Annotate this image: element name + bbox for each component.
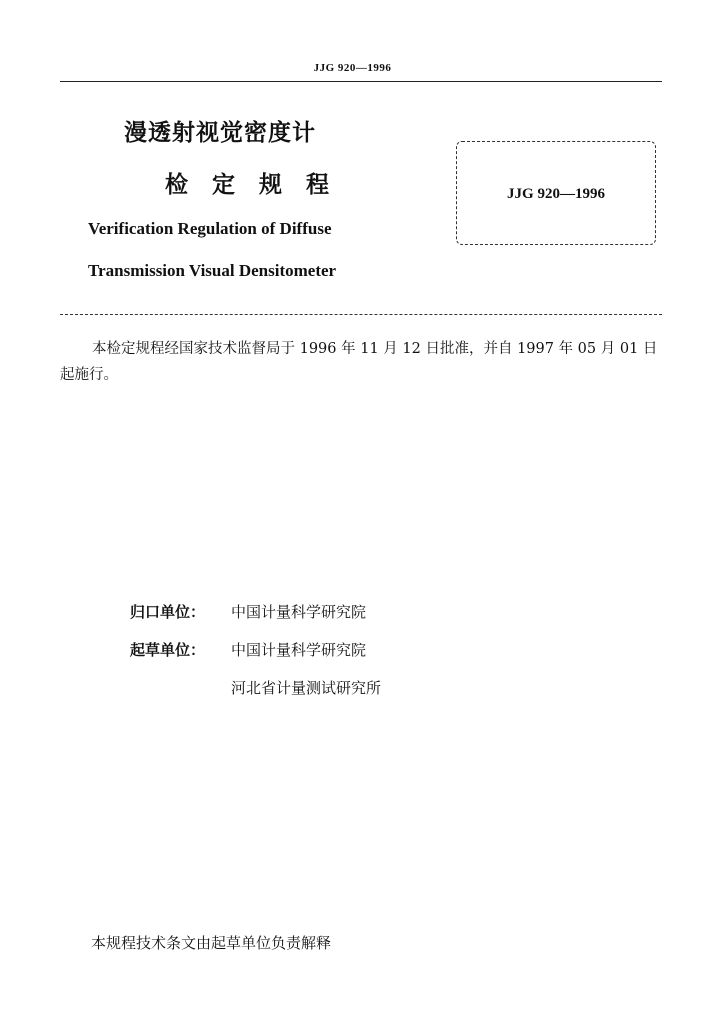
- subtitle-chinese: 检 定 规 程: [165, 172, 338, 198]
- footer-note: 本规程技术条文由起草单位负责解释: [91, 934, 332, 952]
- responsible-unit-label: 归口单位：: [130, 603, 206, 621]
- approval-statement: 本检定规程经国家技术监督局于 1996 年 11 月 12 日批准，并自 1997 年 05 月 01 日起施行。: [60, 341, 658, 383]
- middle-rule: [60, 314, 662, 315]
- drafting-unit-value-2: 河北省计量测试研究所: [231, 679, 382, 697]
- header-standard-code: JJG 920—1996: [313, 62, 392, 74]
- drafting-unit-value-1: 中国计量科学研究院: [231, 641, 367, 659]
- responsible-unit-value: 中国计量科学研究院: [231, 603, 367, 621]
- top-rule: [60, 81, 662, 82]
- title-chinese: 漫透射视觉密度计: [124, 120, 316, 146]
- title-english-line1: Verification Regulation of Diffuse: [88, 219, 332, 238]
- standard-code-box-text: JJG 920—1996: [507, 186, 605, 202]
- drafting-unit-label: 起草单位：: [130, 641, 206, 659]
- title-english-line2: Transmission Visual Densitometer: [88, 261, 337, 280]
